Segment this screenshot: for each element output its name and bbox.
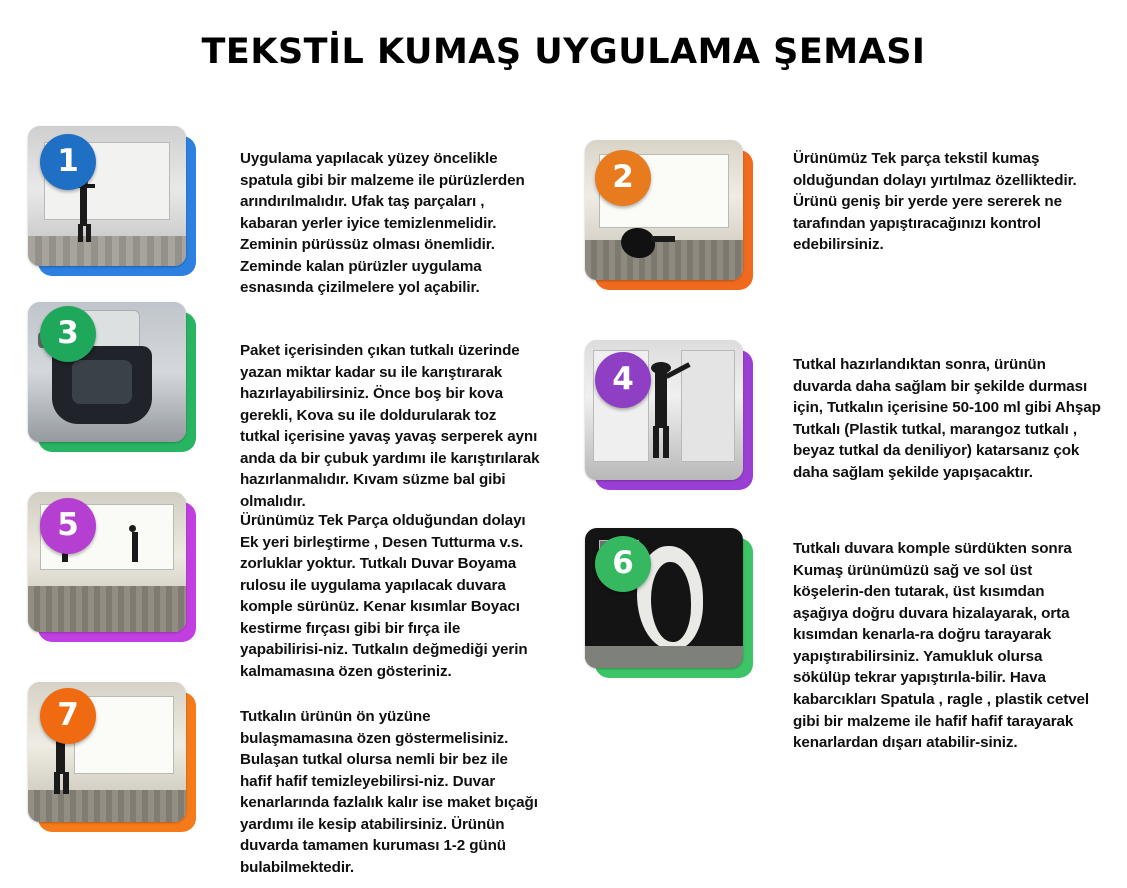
step-4-text: Tutkal hazırlandıktan sonra, ürünün duvarda daha sağlam bir şekilde durması için, Tutkalın içerisine 50-100 ml gibi Ahşap Tutkalı (Plastik tutkal, marangoz tutkalı , beyaz tutkal da deniliyor) katarsanız çok daha sağlam şekilde yapışacaktır. [793, 356, 1101, 481]
step-6-text: Tutkalı duvara komple sürdükten sonra Kumaş ürünümüzü sağ ve sol üst köşelerin-den tutarak, üst kısımdan aşağıya doğru duvara hizalayarak, orta kısımdan kenarla-ra doğru tarayarak yapıştırabilirsiniz. Yamukluk olursa sökülüp tekrar yapıştırıla-bilir. Hava kabarcıkları Spatula , ragle , plastik cetvel gibi bir malzeme ile hafif hafif tarayarak kenarlardan dışarı atabilir-siniz. [793, 540, 1090, 752]
step-3-text: Paket içerisinden çıkan tutkalı üzerinde yazan miktar kadar su ile karıştırarak hazırlayabilirsiniz. Önce boş bir kova gerekli, Kova su ile doldurularak toz tutkal içerisine yavaş yavaş serperek aynı anda da bir çubuk yardımı ile karıştırılarak hazırlanmalıdır. Kıvam süzme bal gibi olmalıdır. [240, 342, 540, 511]
step-5-number: 5 [57, 506, 79, 543]
step-7-number: 7 [57, 696, 79, 733]
step-4-badge [595, 352, 651, 408]
step-7-badge [40, 688, 96, 744]
step-5-badge [40, 498, 96, 554]
step-2-badge [595, 150, 651, 206]
step-4-number: 4 [612, 360, 634, 397]
page-title: TEKSTİL KUMAŞ UYGULAMA ŞEMASI [201, 32, 926, 72]
step-3-number: 3 [57, 314, 79, 351]
step-6-badge [595, 536, 651, 592]
step-7-text: Tutkalın ürünün ön yüzüne bulaşmamasına özen göstermelisiniz. Bulaşan tutkal olursa nemli bir bez ile hafif hafif temizleyebilirsi-niz. Duvar kenarlarında fazlalık kalır ise maket bıçağı yardımı ile kesip atabilirsiniz. Ürünün duvarda tamamen kuruması 1-2 günü bulabilmektedir. [240, 708, 538, 877]
step-2-text: Ürünümüz Tek parça tekstil kumaş olduğundan dolayı yırtılmaz özelliktedir. Ürünü geniş bir yerde yere sererek ne tarafından yapıştıracağınızı kontrol edebilirsiniz. [793, 150, 1077, 254]
step-1-number: 1 [57, 142, 79, 179]
step-3-badge [40, 306, 96, 362]
step-2-number: 2 [612, 158, 634, 195]
step-6-number: 6 [612, 544, 634, 581]
step-5-text: Ürünümüz Tek Parça olduğundan dolayı Ek yeri birleştirme , Desen Tutturma v.s. zorluklar yoktur. Tutkalı Duvar Boyama rulosu ile uygulama yapılacak duvara komple sürünüz. Kenar kısımlar Boyacı kestirme fırçası gibi bir fırça ile yapabilirisi-niz. Tutkalın değmediği yerin kalmamasına özen gösteriniz. [240, 512, 528, 681]
step-1-badge [40, 134, 96, 190]
step-1-text: Uygulama yapılacak yüzey öncelikle spatula gibi bir malzeme ile pürüzlerden arındırılmalıdır. Ufak taş parçaları , kabaran yerler iyice temizlenmelidir. Zeminin pürüssüz olması önemlidir. Zeminde kalan pürüzler uygulama esnasında çizilmelere yol açabilir. [240, 150, 525, 297]
